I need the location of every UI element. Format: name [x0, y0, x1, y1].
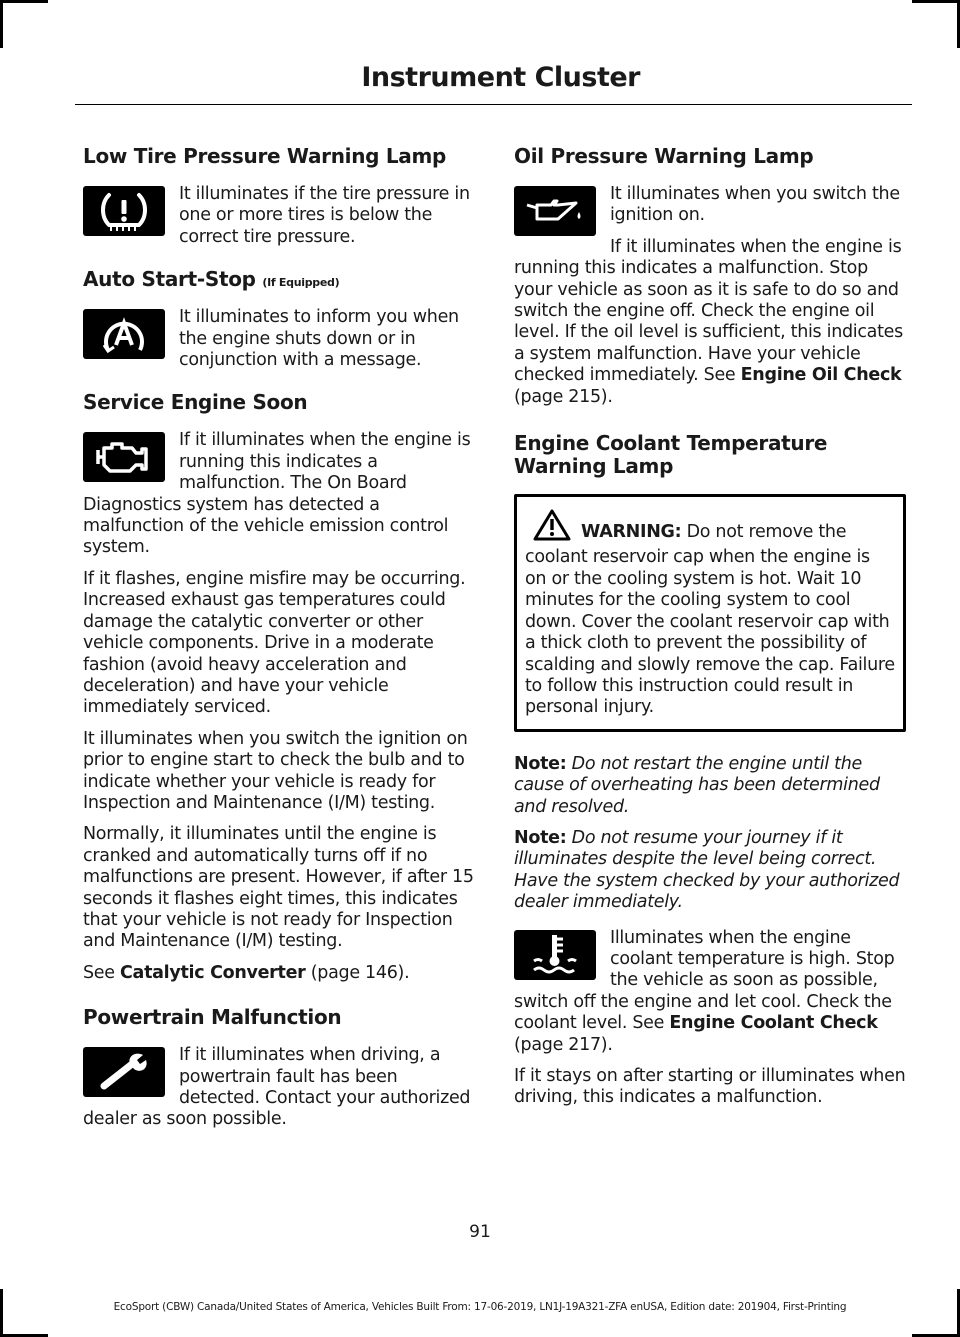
autostart-heading-sub: (If Equipped)	[262, 276, 340, 290]
header-divider	[75, 104, 912, 105]
section-heading-tire: Low Tire Pressure Warning Lamp	[83, 144, 447, 168]
page-title: Instrument Cluster	[361, 62, 640, 93]
oil-p1: It illuminates when you switch the ignition on.	[610, 184, 900, 226]
service-see	[83, 963, 475, 984]
section-heading-powertrain: Powertrain Malfunction	[83, 1005, 342, 1030]
check-engine-icon	[83, 432, 165, 482]
see-prefix: See	[83, 962, 121, 983]
page-number: 91	[469, 1222, 491, 1242]
note-2-text: Do not resume your journey if it illuminates despite the level being correct. Have the system checked by your authorized dealer immediately.	[514, 827, 900, 913]
oil-can-icon	[514, 186, 596, 236]
autostart-body: It illuminates to inform you when the engine shuts down or in conjunction with a message.	[179, 307, 459, 371]
coolant-p2: If it stays on after starting or illuminates when driving, this indicates a malfunction.	[514, 1066, 906, 1108]
catalytic-converter-link[interactable]: Catalytic Converter	[120, 962, 306, 983]
coolant-temp-icon	[514, 930, 596, 980]
oil-p2-page: (page 215).	[514, 386, 613, 407]
tire-body: It illuminates if the tire pressure in one or more tires is below the correct tire pressure.	[179, 184, 470, 247]
warning-label: WARNING:	[581, 522, 682, 543]
warning-text: Do not remove the coolant reservoir cap when the engine is on or the cooling system is hot. Wait 10 minutes for the cooling system to cool down. Cover the coolant reservoir cap with a thick cloth to prevent the possibility of scalding and slowly remove the cap. Failure to follow this instruction could result in personal injury.	[525, 522, 895, 718]
auto-start-stop-icon	[83, 309, 165, 359]
service-p2: If it flashes, engine misfire may be occurring. Increased exhaust gas temperatures could damage the catalytic converter or other vehicle components. Drive in a moderate fashion (avoid heavy acceleration and deceleration) and have your vehicle immediately serviced.	[83, 568, 466, 718]
oil-p2-text: If it illuminates when the engine is running this indicates a malfunction. Stop your vehicle as soon as it is safe to do so and switch the engine off. Check the engine oil level. If the oil level is sufficient, this indicates a system malfunction. Have your vehicle checked immediately. See	[514, 236, 903, 386]
warning-box	[514, 494, 906, 732]
section-heading-service: Service Engine Soon	[83, 390, 308, 415]
footer-text: EcoSport (CBW) Canada/United States of America, Vehicles Built From: 17-06-2019, LN1J-19A321-ZFA enUSA, Edition date: 201904, First-Printing	[113, 1301, 847, 1313]
note-2	[514, 828, 906, 914]
engine-oil-check-link[interactable]: Engine Oil Check	[740, 365, 902, 386]
crop-mark	[912, 0, 960, 3]
crop-mark	[0, 0, 48, 3]
service-p3: It illuminates when you switch the ignition on prior to engine start to check the bulb and to indicate whether your vehicle is ready for Inspection and Maintenance (I/M) testing.	[83, 728, 468, 813]
tire-pressure-icon	[83, 186, 165, 236]
see-page: (page 146).	[305, 962, 410, 983]
note-label: Note:	[514, 753, 567, 774]
note-1-text: Do not restart the engine until the cause of overheating has been determined and resolved.	[514, 753, 880, 817]
engine-coolant-check-link[interactable]: Engine Coolant Check	[669, 1013, 878, 1034]
right-column	[514, 145, 906, 1119]
crop-mark	[0, 0, 3, 48]
section-heading-coolant	[514, 432, 906, 478]
section-heading-oil: Oil Pressure Warning Lamp	[514, 144, 814, 168]
note-label: Note:	[514, 827, 567, 848]
warning-triangle-icon	[533, 509, 571, 547]
coolant-heading-line2: Warning Lamp	[514, 454, 674, 479]
wrench-icon	[83, 1047, 165, 1097]
note-1	[514, 754, 906, 818]
crop-mark	[0, 1289, 3, 1337]
left-column	[83, 145, 475, 1141]
powertrain-body: If it illuminates when driving, a powertrain fault has been detected. Contact your authorized dealer as soon possible.	[83, 1045, 471, 1130]
coolant-heading-line1: Engine Coolant Temperature	[514, 431, 828, 456]
oil-p2	[514, 237, 906, 408]
autostart-heading-text: Auto Start-Stop	[83, 267, 256, 292]
section-heading-autostart	[83, 268, 475, 291]
service-p4: Normally, it illuminates until the engine is cranked and automatically turns off if no malfunctions are present. However, if after 15 seconds it flashes eight times, this indicates that your vehicle is not ready for Inspection and Maintenance (I/M) testing.	[83, 824, 474, 952]
service-p1: If it illuminates when the engine is running this indicates a malfunction. The On Board Diagnostics system has detected a malfunction of the vehicle emission control system.	[83, 430, 471, 558]
coolant-p1-page: (page 217).	[514, 1034, 613, 1055]
coolant-p1-text: Illuminates when the engine coolant temperature is high. Stop the vehicle as soon as possible, switch off the engine and let cool. Check the coolant level. See	[514, 927, 895, 1034]
